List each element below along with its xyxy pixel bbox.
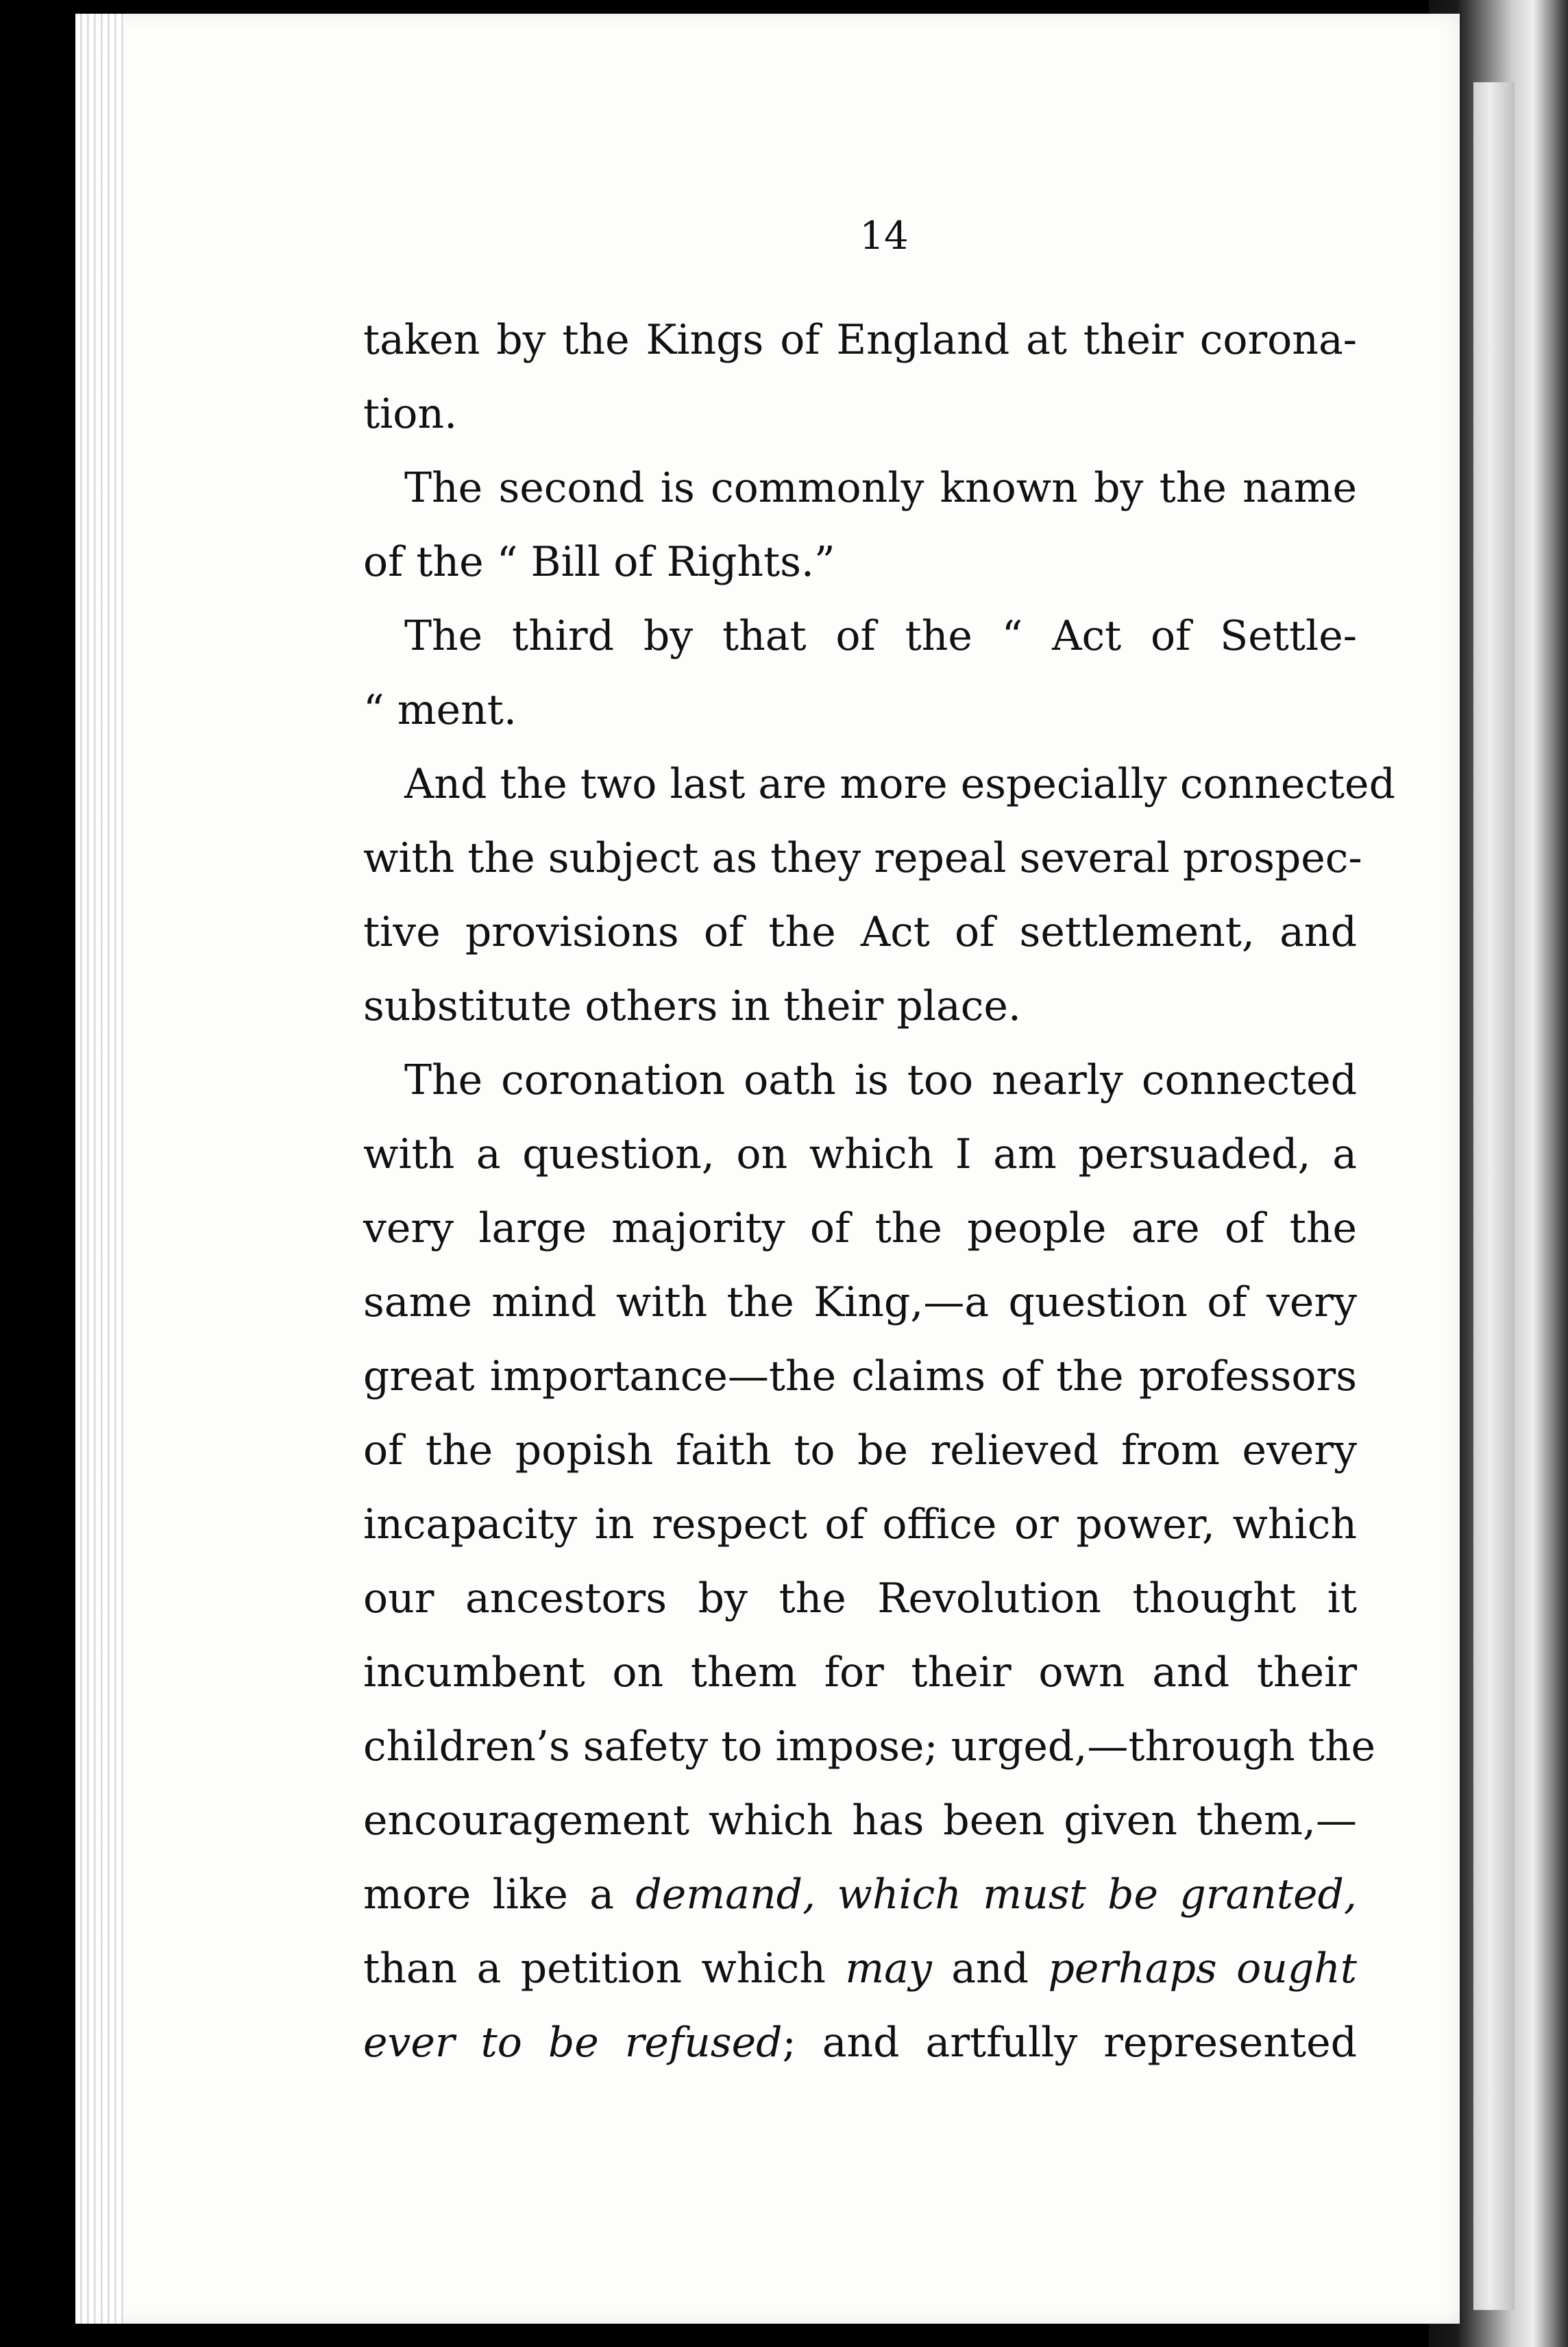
roman-text: and bbox=[931, 1945, 1049, 1993]
text-line: The third by that of the “ Act of Settle- bbox=[404, 612, 1357, 660]
italic-text: perhaps ought bbox=[1048, 1945, 1357, 1993]
text-line: incapacity in respect of office or power, which bbox=[363, 1500, 1357, 1548]
text-line: taken by the Kings of England at their corona- bbox=[363, 316, 1357, 364]
spine-highlight bbox=[1473, 82, 1515, 2310]
text-line: tion. bbox=[363, 390, 458, 438]
text-line: The second is commonly known by the name bbox=[404, 464, 1357, 512]
text-line: encouragement which has been given them,— bbox=[363, 1797, 1357, 1845]
text-line: of the popish faith to be relieved from every bbox=[363, 1426, 1357, 1474]
text-line: children’s safety to impose; urged,—through the bbox=[363, 1723, 1375, 1771]
text-line: with the subject as they repeal several prospec- bbox=[363, 834, 1362, 882]
text-line: great importance—the claims of the professors bbox=[363, 1352, 1357, 1400]
text-line: incumbent on them for their own and their bbox=[363, 1649, 1357, 1697]
text-line bbox=[363, 1858, 1357, 1932]
roman-text: more like a bbox=[363, 1871, 636, 1919]
roman-text: than a petition which bbox=[363, 1945, 846, 1993]
italic-text: demand, which must be granted, bbox=[635, 1871, 1357, 1919]
text-line: substitute others in their place. bbox=[363, 982, 1021, 1030]
text-line: The coronation oath is too nearly connected bbox=[404, 1056, 1357, 1104]
page-edges bbox=[75, 14, 123, 2324]
text-line: And the two last are more especially connected bbox=[404, 760, 1395, 808]
text-line: very large majority of the people are of the bbox=[363, 1204, 1357, 1252]
text-line bbox=[363, 2006, 1357, 2080]
body-lines bbox=[363, 303, 1395, 2080]
text-line bbox=[363, 1932, 1357, 2006]
roman-text: ; and artfully represented bbox=[782, 2019, 1357, 2067]
text-line: with a question, on which I am persuaded, a bbox=[363, 1130, 1357, 1178]
page-text bbox=[363, 212, 1395, 2080]
page-number: 14 bbox=[859, 214, 909, 258]
text-line: our ancestors by the Revolution thought it bbox=[363, 1574, 1357, 1622]
text-line: of the “ Bill of Rights.” bbox=[363, 538, 835, 586]
text-line: “ ment. bbox=[363, 686, 517, 734]
italic-text: may bbox=[845, 1945, 932, 1993]
italic-text: ever to be refused bbox=[363, 2019, 783, 2067]
text-line: same mind with the King,—a question of very bbox=[363, 1278, 1357, 1326]
text-line: tive provisions of the Act of settlement, and bbox=[363, 908, 1357, 956]
